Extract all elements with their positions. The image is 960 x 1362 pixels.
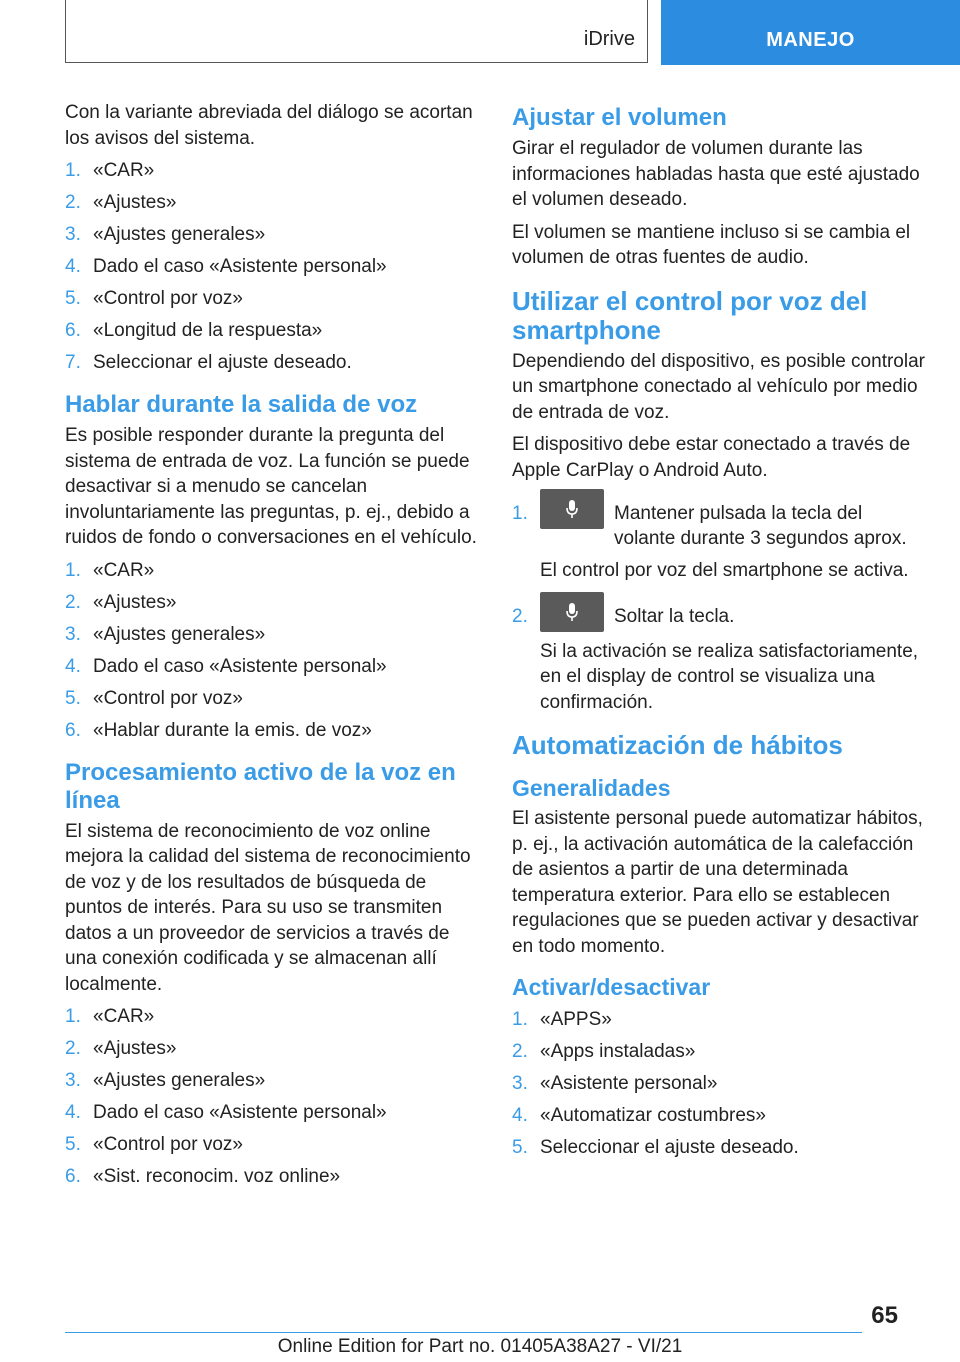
step-number: 2. — [65, 192, 81, 213]
mic-step-1 — [512, 501, 927, 584]
paragraph-volumen-2: El volumen se mantiene incluso si se cambia el volumen de otras fuentes de audio. — [512, 221, 911, 268]
header-section-title: iDrive — [583, 28, 635, 50]
step-1-result: El control por voz del smartphone se activa. — [540, 560, 909, 581]
list-item-text: «Ajustes» — [93, 591, 177, 613]
right-column — [512, 100, 927, 1170]
step-number: 6. — [65, 320, 81, 341]
step-number: 4. — [65, 256, 81, 277]
list-item — [65, 1100, 480, 1125]
list-item-text: «APPS» — [540, 1009, 612, 1030]
step-number: 1. — [512, 1009, 528, 1030]
list-item — [512, 1103, 927, 1128]
paragraph-procesamiento: El sistema de reconocimiento de voz online mejora la calidad del sistema de reconocimiento de voz y de los resultados de búsqueda de puntos de interés. Para su uso se transmiten datos a un proveedor de servicios a través de una conexión codificada y se almacenan allí localmente. — [65, 820, 471, 995]
step-number: 1. — [65, 1006, 81, 1027]
list-item-text: «Control por voz» — [93, 1134, 243, 1155]
footer-divider — [65, 1332, 862, 1333]
list-item — [65, 318, 480, 343]
list-item — [65, 190, 480, 215]
list-item — [65, 1164, 480, 1189]
paragraph-generalidades: El asistente personal puede automatizar hábitos, p. ej., la activación automática de la calefacción de asientos a partir de una determinada temperatura exterior. Para ello se establecen regulaciones que se pueden activar y desactivar en todo momento. — [512, 808, 923, 957]
microphone-icon — [540, 592, 604, 632]
step-number: 5. — [65, 288, 81, 309]
paragraph-volumen-1: Girar el regulador de volumen durante las informaciones habladas hasta que esté ajustado el volumen deseado. — [512, 138, 920, 210]
footer-edition: Online Edition for Part no. 01405A38A27 - VI/21 — [277, 1336, 683, 1357]
list-item — [512, 1007, 927, 1032]
list-item — [65, 1004, 480, 1029]
intro-paragraph: Con la variante abreviada del diálogo se acortan los avisos del sistema. — [65, 102, 473, 149]
heading-hablar: Hablar durante la salida de voz — [65, 391, 418, 418]
step-number: 4. — [65, 655, 81, 677]
step-number: 6. — [65, 719, 81, 741]
step-number: 6. — [65, 1166, 81, 1187]
heading-procesamiento: Procesamiento activo de la voz en línea — [65, 758, 456, 814]
list-item — [65, 654, 480, 679]
step-number: 2. — [512, 605, 528, 627]
list-item — [65, 158, 480, 183]
paragraph-smartphone-2: El dispositivo debe estar conectado a través de Apple CarPlay o Android Auto. — [512, 434, 911, 481]
steps-list-1 — [65, 158, 480, 375]
step-number: 1. — [65, 559, 81, 581]
list-item-text: «Ajustes» — [93, 192, 177, 213]
list-item — [65, 1068, 480, 1093]
heading-generalidades: Generalidades — [512, 775, 671, 801]
step-number: 2. — [65, 1038, 81, 1059]
list-item-text: «Ajustes» — [93, 1038, 177, 1059]
step-number: 2. — [512, 1041, 528, 1062]
list-item-text: «Ajustes generales» — [93, 1070, 266, 1091]
list-item-text: «CAR» — [93, 160, 155, 181]
paragraph-hablar: Es posible responder durante la pregunta del sistema de entrada de voz. La función se puede desactivar si a menudo se cancelan involuntariamente las preguntas, p. ej., debido a ruidos de fondo o conversaciones en el vehículo. — [65, 425, 477, 548]
step-number: 4. — [512, 1105, 528, 1126]
step-number: 5. — [512, 1137, 528, 1158]
list-item-text: «Hablar durante la emis. de voz» — [93, 719, 372, 741]
list-item — [65, 350, 480, 375]
step-2-text: Soltar la tecla. — [614, 605, 735, 627]
step-number: 2. — [65, 591, 81, 613]
heading-volumen: Ajustar el volumen — [512, 104, 727, 131]
step-number: 3. — [65, 224, 81, 245]
step-number: 1. — [65, 160, 81, 181]
heading-smartphone: Utilizar el control por voz del smartphone — [512, 285, 868, 345]
list-item-text: Dado el caso «Asistente personal» — [93, 655, 387, 677]
list-item-text: «Ajustes generales» — [93, 224, 266, 245]
page-number: 65 — [871, 1302, 898, 1329]
step-number: 5. — [65, 1134, 81, 1155]
list-item — [65, 254, 480, 279]
list-item — [65, 686, 480, 711]
list-item-text: Seleccionar el ajuste deseado. — [540, 1137, 799, 1158]
list-item — [65, 222, 480, 247]
step-2-result: Si la activación se realiza satisfactoriamente, en el display de control se visualiza una confirmación. — [540, 640, 919, 713]
microphone-icon — [540, 489, 604, 529]
heading-activar: Activar/desactivar — [512, 974, 711, 1000]
step-number: 3. — [65, 1070, 81, 1091]
list-item-text: «Longitud de la respuesta» — [93, 320, 323, 341]
list-item — [65, 590, 480, 615]
left-column — [65, 100, 480, 1199]
list-item-text: «CAR» — [93, 559, 155, 581]
list-item-text: «Automatizar costumbres» — [540, 1105, 766, 1126]
step-number: 3. — [65, 623, 81, 645]
step-number: 1. — [512, 503, 528, 524]
list-item — [65, 558, 480, 583]
steps-list-2 — [65, 558, 480, 743]
list-item-text: «Control por voz» — [93, 288, 243, 309]
step-1-text: Mantener pulsada la tecla del volante durante 3 segundos aprox. — [614, 503, 907, 549]
list-item-text: «CAR» — [93, 1006, 155, 1027]
mic-steps-list — [512, 501, 927, 715]
list-item-text: «Sist. reconocim. voz online» — [93, 1166, 341, 1187]
list-item-text: «Asistente personal» — [540, 1073, 718, 1094]
list-item — [512, 1071, 927, 1096]
step-number: 3. — [512, 1073, 528, 1094]
heading-automatizacion: Automatización de hábitos — [512, 730, 843, 760]
header-chapter-tab: MANEJO — [661, 0, 960, 65]
list-item — [512, 1135, 927, 1160]
list-item-text: «Control por voz» — [93, 687, 243, 709]
step-number: 4. — [65, 1102, 81, 1123]
steps-list-3 — [65, 1004, 480, 1189]
list-item — [65, 718, 480, 743]
list-item-text: «Apps instaladas» — [540, 1041, 696, 1062]
header-box — [65, 0, 648, 63]
list-item — [65, 286, 480, 311]
steps-list-4 — [512, 1007, 927, 1160]
list-item — [65, 1036, 480, 1061]
list-item — [65, 622, 480, 647]
list-item — [512, 1039, 927, 1064]
list-item-text: Dado el caso «Asistente personal» — [93, 256, 387, 277]
list-item-text: «Ajustes generales» — [93, 623, 266, 645]
list-item — [65, 1132, 480, 1157]
step-number: 7. — [65, 352, 81, 373]
paragraph-smartphone-1: Dependiendo del dispositivo, es posible controlar un smartphone conectado al vehículo por medio de entrada de voz. — [512, 350, 925, 423]
step-number: 5. — [65, 687, 81, 709]
list-item-text: Dado el caso «Asistente personal» — [93, 1102, 387, 1123]
list-item-text: Seleccionar el ajuste deseado. — [93, 352, 352, 373]
mic-step-2 — [512, 604, 927, 716]
